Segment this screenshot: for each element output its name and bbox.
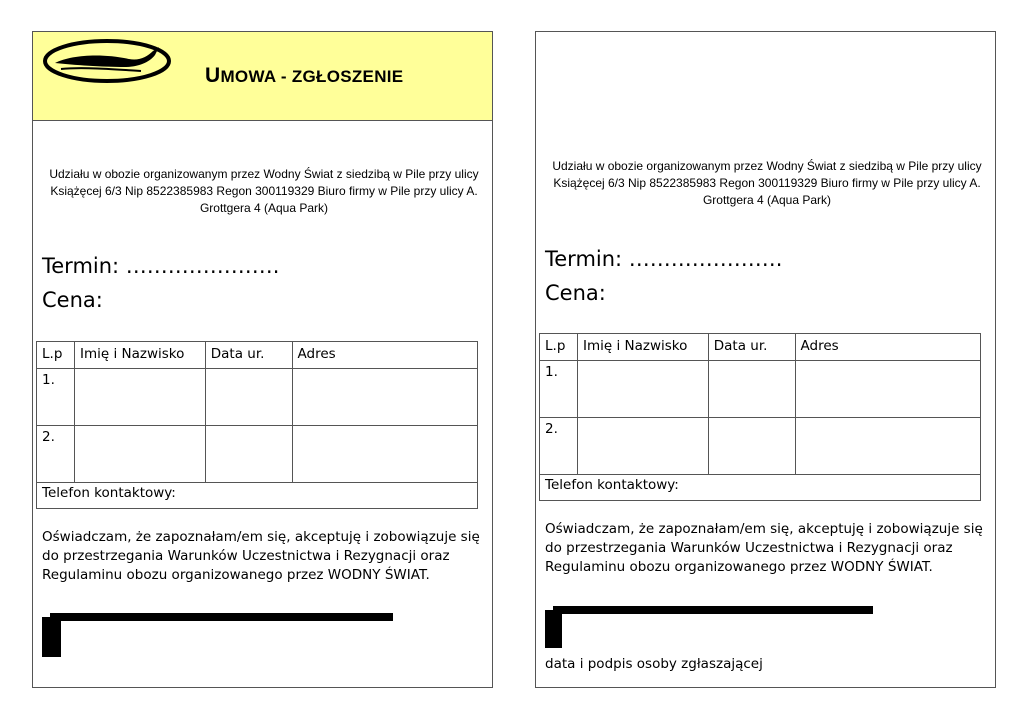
- address-cell[interactable]: [292, 426, 477, 483]
- wodny-swiat-logo-icon: [41, 37, 173, 85]
- birthdate-cell[interactable]: [205, 369, 292, 426]
- birthdate-cell[interactable]: [708, 418, 795, 475]
- birthdate-cell[interactable]: [708, 361, 795, 418]
- title-first-letter: U: [205, 64, 221, 87]
- right-form-panel: [535, 31, 996, 688]
- row-number: 1.: [540, 361, 578, 418]
- form-header: [33, 32, 492, 121]
- table-header-row: [540, 334, 981, 361]
- row-number: 1.: [37, 369, 75, 426]
- left-form-panel: [32, 31, 493, 688]
- table-row: [37, 426, 478, 483]
- title-rest: MOWA - ZGŁOSZENIE: [220, 67, 404, 86]
- name-cell[interactable]: [577, 361, 708, 418]
- name-cell[interactable]: [577, 418, 708, 475]
- phone-row: [37, 483, 478, 509]
- table-row: [540, 361, 981, 418]
- table-header-row: [37, 342, 478, 369]
- table-row: [37, 369, 478, 426]
- row-number: 2.: [37, 426, 75, 483]
- col-header-name: Imię i Nazwisko: [577, 334, 708, 361]
- table-row: [540, 418, 981, 475]
- row-number: 2.: [540, 418, 578, 475]
- participants-table: [539, 333, 981, 501]
- col-header-address: Adres: [292, 342, 477, 369]
- col-header-address: Adres: [795, 334, 980, 361]
- phone-field[interactable]: Telefon kontaktowy:: [540, 475, 981, 501]
- col-header-birthdate: Data ur.: [708, 334, 795, 361]
- col-header-lp: L.p: [540, 334, 578, 361]
- phone-field[interactable]: Telefon kontaktowy:: [37, 483, 478, 509]
- name-cell[interactable]: [74, 426, 205, 483]
- col-header-name: Imię i Nazwisko: [74, 342, 205, 369]
- termin-field[interactable]: Termin: ………………….: [545, 247, 783, 271]
- organizer-intro: Udziału w obozie organizowanym przez Wodny Świat z siedzibą w Pile przy ulicy Książęcej 6/3 Nip 8522385983 Regon 300119329 Biuro firmy w Pile przy ulicy A. Grottgera 4 (Aqua Park): [552, 159, 982, 207]
- signature-label: data i podpis osoby zgłaszającej: [545, 656, 763, 672]
- organizer-intro: Udziału w obozie organizowanym przez Wodny Świat z siedzibą w Pile przy ulicy Książęcej 6/3 Nip 8522385983 Regon 300119329 Biuro firmy w Pile przy ulicy A. Grottgera 4 (Aqua Park): [49, 167, 479, 215]
- cena-field[interactable]: Cena:: [42, 288, 103, 312]
- form-title: [205, 64, 403, 88]
- declaration-text: Oświadczam, że zapoznałam/em się, akceptuję i zobowiązuje się do przestrzegania Warunków Uczestnictwa i Rezygnacji oraz Regulaminu obozu organizowanego przez WODNY ŚWIAT.: [42, 529, 480, 583]
- address-cell[interactable]: [795, 418, 980, 475]
- address-cell[interactable]: [795, 361, 980, 418]
- col-header-birthdate: Data ur.: [205, 342, 292, 369]
- birthdate-cell[interactable]: [205, 426, 292, 483]
- phone-row: [540, 475, 981, 501]
- declaration-text: Oświadczam, że zapoznałam/em się, akceptuję i zobowiązuje się do przestrzegania Warunków Uczestnictwa i Rezygnacji oraz Regulaminu obozu organizowanego przez WODNY ŚWIAT.: [545, 521, 983, 575]
- name-cell[interactable]: [74, 369, 205, 426]
- cena-field[interactable]: Cena:: [545, 281, 606, 305]
- col-header-lp: L.p: [37, 342, 75, 369]
- termin-field[interactable]: Termin: ………………….: [42, 254, 280, 278]
- address-cell[interactable]: [292, 369, 477, 426]
- participants-table: [36, 341, 478, 509]
